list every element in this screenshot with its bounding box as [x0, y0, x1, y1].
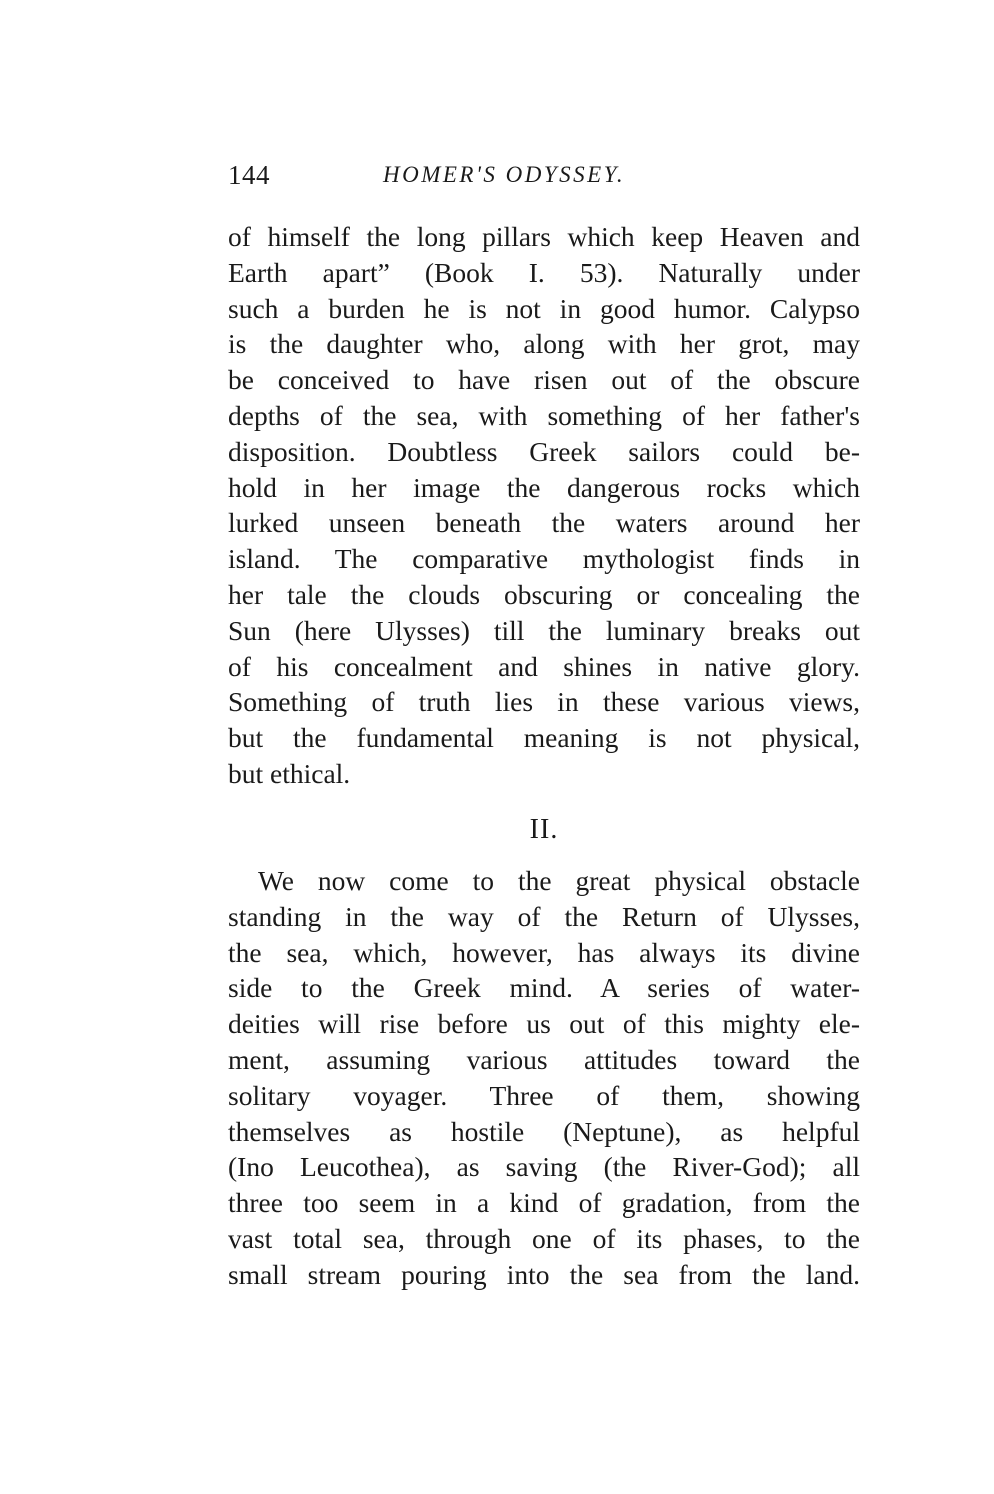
text-line: Sun (here Ulysses) till the luminary breaks out: [228, 614, 860, 646]
running-title: HOMER'S ODYSSEY.: [383, 162, 626, 187]
text-line: three too seem in a kind of gradation, from the: [228, 1187, 860, 1219]
text-line: her tale the clouds obscuring or concealing the: [228, 578, 860, 610]
text-line: vast total sea, through one of its phases, to the: [228, 1222, 860, 1254]
text-line: standing in the way of the Return of Ulysses,: [228, 900, 860, 932]
text-line: Something of truth lies in these various views,: [228, 686, 860, 718]
text-line: hold in her image the dangerous rocks which: [228, 471, 860, 503]
paragraph-two: [228, 863, 860, 1293]
text-line: side to the Greek mind. A series of water-: [228, 972, 860, 1004]
section-heading: II.: [529, 814, 559, 845]
text-line: deities will rise before us out of this mighty ele-: [228, 1008, 860, 1040]
text-line: but ethical.: [228, 757, 351, 789]
text-line: the sea, which, however, has always its divine: [228, 936, 860, 968]
text-line: disposition. Doubtless Greek sailors could be-: [228, 435, 860, 467]
text-line: such a burden he is not in good humor. Calypso: [228, 292, 860, 324]
text-line: Earth apart” (Book I. 53). Naturally under: [228, 256, 860, 288]
text-line: but the fundamental meaning is not physical,: [228, 722, 860, 754]
text-line: ment, assuming various attitudes toward the: [228, 1043, 860, 1075]
text-line: small stream pouring into the sea from the land.: [228, 1258, 860, 1290]
page-number: 144: [228, 160, 270, 190]
text-line: (Ino Leucothea), as saving (the River-God); all: [228, 1151, 860, 1183]
text-line: be conceived to have risen out of the obscure: [228, 364, 860, 396]
text-line: is the daughter who, along with her grot, may: [228, 328, 860, 360]
running-head: [228, 160, 862, 194]
text-line: island. The comparative mythologist finds in: [228, 543, 860, 575]
text-line: themselves as hostile (Neptune), as helpful: [228, 1115, 860, 1147]
text-line: of his concealment and shines in native glory.: [228, 650, 860, 682]
text-line: We now come to the great physical obstacle: [258, 865, 860, 896]
text-line: solitary voyager. Three of them, showing: [228, 1079, 860, 1111]
text-line: of himself the long pillars which keep Heaven and: [228, 221, 860, 252]
text-line: depths of the sea, with something of her father's: [228, 399, 860, 431]
paragraph-one: [228, 219, 860, 792]
text-line: lurked unseen beneath the waters around her: [228, 507, 860, 539]
